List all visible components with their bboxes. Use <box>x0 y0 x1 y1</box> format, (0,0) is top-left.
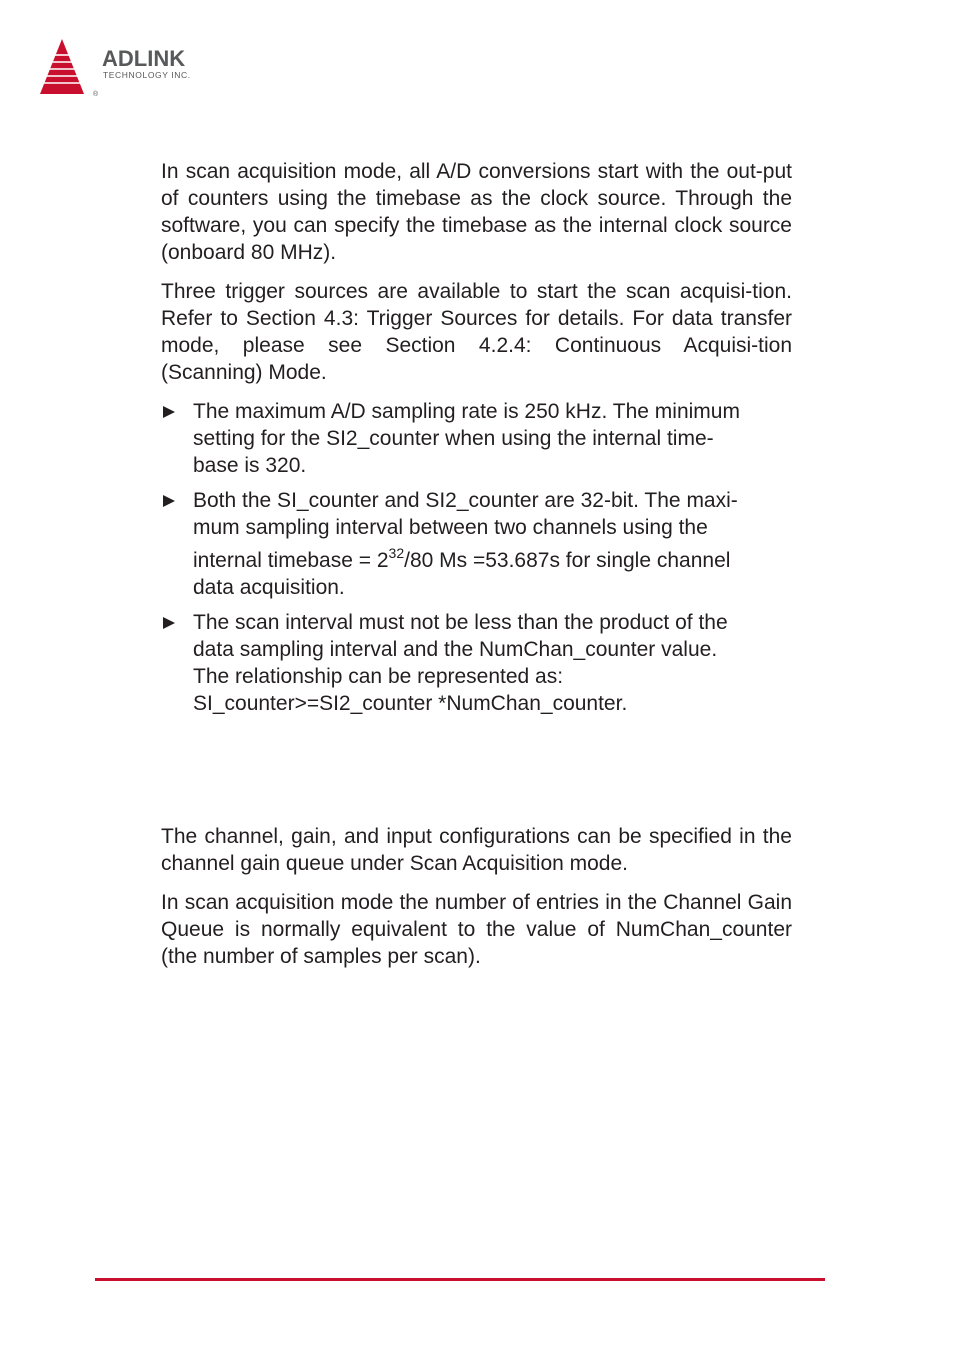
triangle-bullet-icon <box>163 617 175 629</box>
bullet-text: /80 Ms =53.687s for single channel <box>404 549 731 572</box>
logo-tagline: TECHNOLOGY INC. <box>103 70 191 80</box>
list-item <box>161 398 792 479</box>
footer-divider <box>95 1278 825 1281</box>
bullet-text: data acquisition. <box>193 576 345 599</box>
paragraph-trigger-sources: Three trigger sources are available to start the scan acquisi-tion. Refer to Section 4.3: Trigger Sources for details. For data transfer mode, please see Section 4.2.4: Continuous Acquisi-tion (Scanning) Mode. <box>161 280 792 384</box>
bullet-text: SI_counter>=SI2_counter *NumChan_counter. <box>193 692 628 715</box>
exponent: 32 <box>388 545 405 561</box>
bullet-text: Both the SI_counter and SI2_counter are 32-bit. The maxi- <box>193 489 738 512</box>
bullet-text: setting for the SI2_counter when using the internal time- <box>193 427 714 450</box>
list-item <box>161 487 792 601</box>
registered-mark: ® <box>93 91 99 98</box>
bullet-list <box>161 398 792 717</box>
list-item <box>161 609 792 717</box>
bullet-text: mum sampling interval between two channels using the <box>193 516 708 539</box>
paragraph-scan-timebase: In scan acquisition mode, all A/D conversions start with the out-put of counters using the timebase as the clock source. Through the software, you can specify the timebase as the internal clock source (onboard 80 MHz). <box>161 160 792 264</box>
triangle-bullet-icon <box>163 406 175 418</box>
page-body <box>161 158 792 982</box>
paragraph-numchan-entries: In scan acquisition mode the number of entries in the Channel Gain Queue is normally equivalent to the value of NumChan_counter (the number of samples per scan). <box>161 891 792 968</box>
bullet-text: base is 320. <box>193 454 307 477</box>
paragraph-channel-gain-queue: The channel, gain, and input configurations can be specified in the channel gain queue under Scan Acquisition mode. <box>161 825 792 875</box>
bullet-text: The scan interval must not be less than the product of the <box>193 611 728 634</box>
section-spacer <box>161 725 792 823</box>
bullet-text: The maximum A/D sampling rate is 250 kHz. The minimum <box>193 400 740 423</box>
bullet-text: internal timebase = 2 <box>193 549 389 572</box>
adlink-logo <box>38 36 238 100</box>
bullet-text: data sampling interval and the NumChan_counter value. <box>193 638 718 661</box>
logo-brand: ADLINK <box>102 46 186 71</box>
bullet-text: The relationship can be represented as: <box>193 665 564 688</box>
triangle-bullet-icon <box>163 495 175 507</box>
